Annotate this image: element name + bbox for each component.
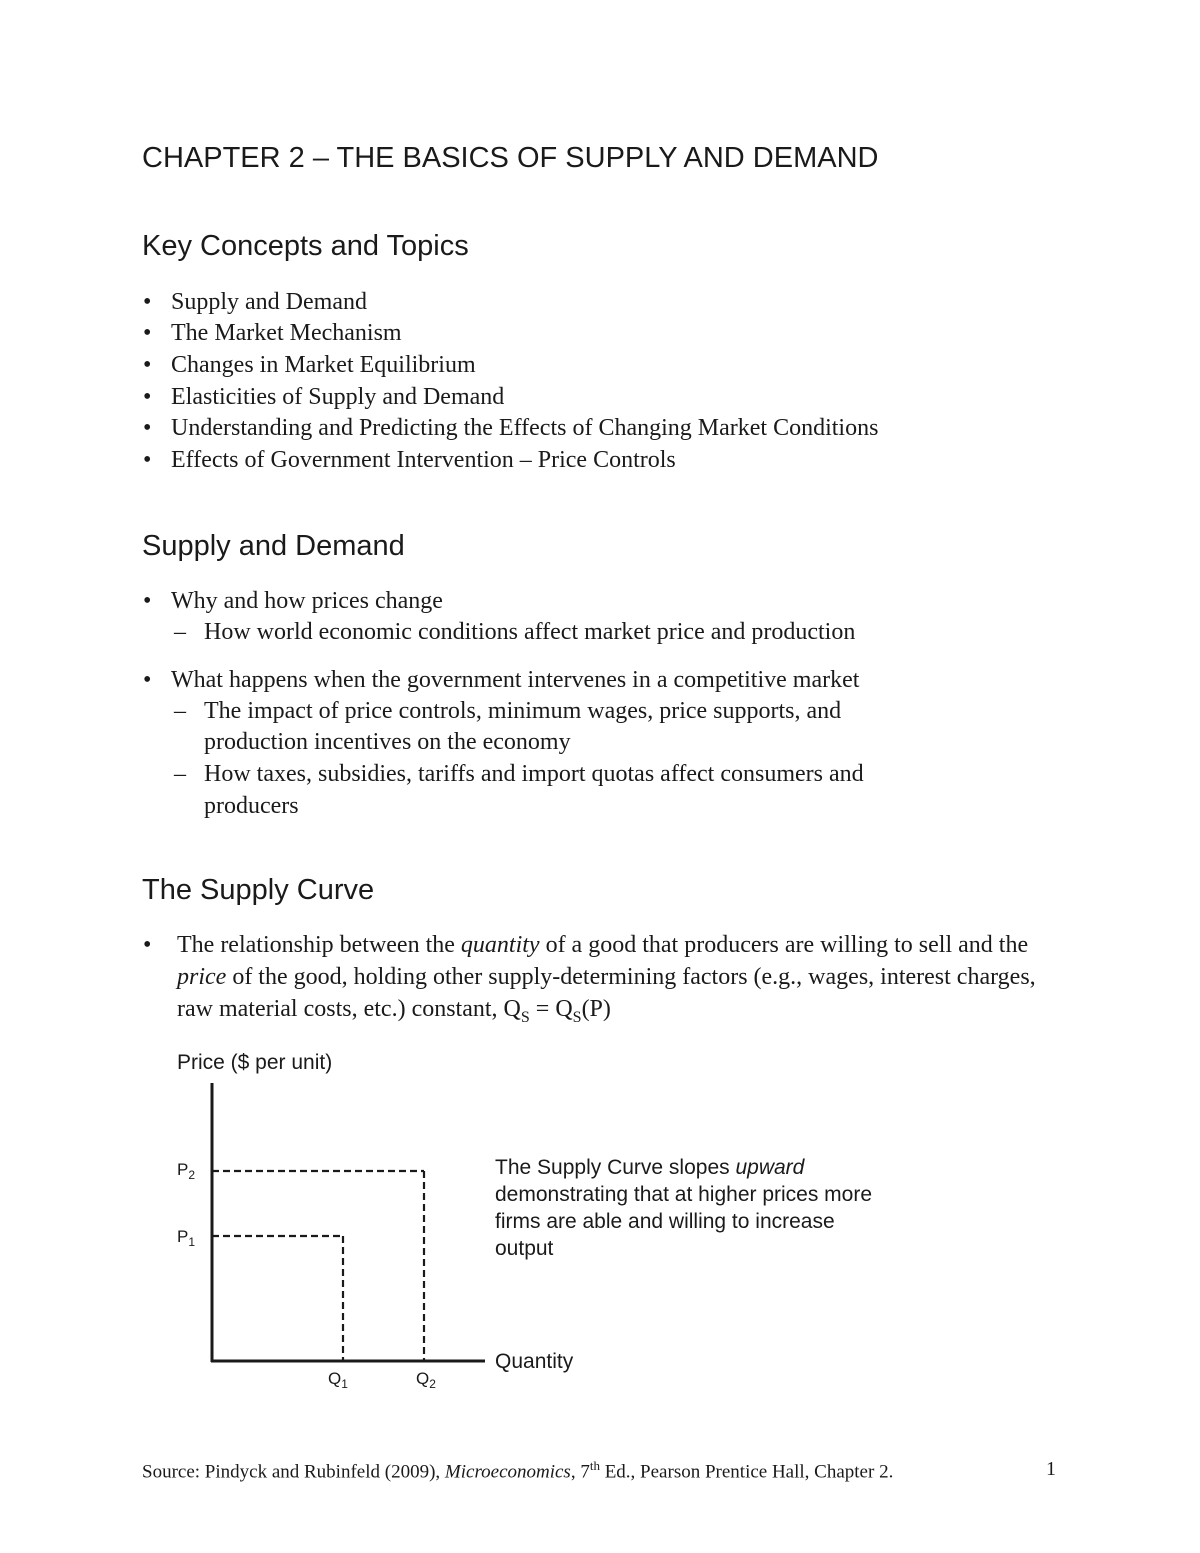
definition-text: of the good, holding other supply-determining factors (e.g., wages, interest charges, raw material costs, etc.) constant, Q <box>177 964 1036 1022</box>
definition-text: (P) <box>581 996 611 1022</box>
list-item: • The Market Mechanism <box>143 320 402 346</box>
annotation-text: The Supply Curve slopes <box>495 1156 736 1179</box>
x-tick-label: $Q_1$ <box>328 1369 348 1391</box>
x-axis-label: Quantity <box>495 1350 574 1373</box>
sub-list-item-text: How taxes, subsidies, tariffs and import quotas affect consumers and <box>204 761 864 787</box>
list-item: • Understanding and Predicting the Effects of Changing Market Conditions <box>143 415 879 441</box>
page-number: 1 <box>1046 1458 1056 1480</box>
citation-text: , 7 <box>570 1461 590 1483</box>
list-item-text: Understanding and Predicting the Effects of Changing Market Conditions <box>171 415 879 441</box>
chart-annotation <box>495 1154 895 1262</box>
list-item-text: Why and how prices change <box>171 588 443 614</box>
list-item-text: Effects of Government Intervention – Price Controls <box>171 447 676 473</box>
chapter-title: CHAPTER 2 – THE BASICS OF SUPPLY AND DEMAND <box>142 142 879 174</box>
supply-curve-definition: • The relationship between the quantity of a good that producers are willing to sell and the price of the good, holding other supply-determining factors (e.g., wages, interest charges, raw material costs, etc.) constant, $Q_S = Q_S(P)$ <box>143 932 1036 1026</box>
key-concepts-heading: Key Concepts and Topics <box>142 230 469 262</box>
supply-curve-heading: The Supply Curve <box>142 874 375 906</box>
x-tick-label: $Q_2$ <box>416 1369 436 1391</box>
sub-list-item: – The impact of price controls, minimum wages, price supports, and <box>174 698 842 724</box>
citation-text: Ed., Pearson Prentice Hall, Chapter 2. <box>599 1461 894 1483</box>
list-item-text: What happens when the government intervenes in a competitive market <box>171 667 860 693</box>
citation-superscript: th <box>589 1458 600 1473</box>
sub-list-item-text: production incentives on the economy <box>204 729 571 755</box>
list-item: • Effects of Government Intervention – Price Controls <box>143 447 676 473</box>
definition-text: = Q <box>529 996 573 1022</box>
sub-list-item: – How world economic conditions affect market price and production <box>174 619 856 645</box>
list-item: • What happens when the government intervenes in a competitive market <box>143 667 860 693</box>
sub-list-item-text: producers <box>204 793 299 819</box>
definition-subscript: S <box>572 1008 582 1026</box>
list-item: • Why and how prices change <box>143 588 443 614</box>
supply-demand-heading: Supply and Demand <box>142 530 405 562</box>
list-item-text: Changes in Market Equilibrium <box>171 352 476 378</box>
definition-text: of a good that producers are willing to sell and the <box>539 932 1029 958</box>
sub-list-item: – How taxes, subsidies, tariffs and import quotas affect consumers and <box>174 761 864 787</box>
definition-quantity-italic: quantity <box>460 932 540 958</box>
list-item-text: Supply and Demand <box>171 289 367 315</box>
annotation-text: demonstrating that at higher prices more firms are able and willing to increase output <box>495 1183 873 1260</box>
sub-list-item-text: The impact of price controls, minimum wages, price supports, and <box>204 698 842 724</box>
y-tick-label: $P_2$ <box>177 1160 196 1182</box>
list-item: • Supply and Demand <box>143 289 367 315</box>
definition-text: The relationship between the <box>177 932 461 958</box>
list-item: • Changes in Market Equilibrium <box>143 352 476 378</box>
list-item: • Elasticities of Supply and Demand <box>143 384 505 410</box>
y-axis-label: Price ($ per unit) <box>177 1051 333 1074</box>
annotation-italic: upward <box>735 1156 805 1179</box>
list-item-text: Elasticities of Supply and Demand <box>171 384 505 410</box>
definition-subscript: S <box>520 1008 530 1026</box>
list-item-text: The Market Mechanism <box>171 320 402 346</box>
sub-list-item-text: How world economic conditions affect market price and production <box>204 619 856 645</box>
definition-price-italic: price <box>177 964 227 990</box>
citation-italic: Microeconomics <box>444 1461 571 1483</box>
y-tick-label: $P_1$ <box>177 1227 196 1249</box>
source-citation <box>142 1458 893 1483</box>
citation-text: Source: Pindyck and Rubinfeld (2009), <box>142 1461 445 1483</box>
